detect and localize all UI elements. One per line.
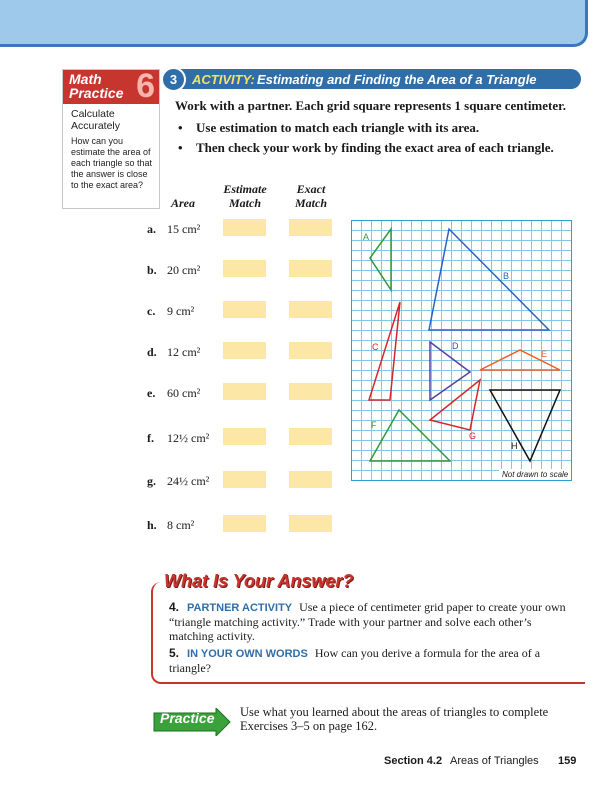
estimate-match-box[interactable] bbox=[223, 428, 266, 445]
page-number: 159 bbox=[558, 755, 577, 767]
exact-match-box[interactable] bbox=[289, 342, 332, 359]
column-header-estimate bbox=[218, 182, 272, 210]
column-header-estimate-line1: Estimate bbox=[223, 182, 267, 196]
math-practice-header bbox=[63, 67, 159, 105]
column-header-exact bbox=[284, 182, 338, 210]
question-text: Use a piece of centimeter grid paper to create your own “triangle matching activity.” Trade with your partner and solve each other’s matching activity. bbox=[169, 600, 566, 643]
activity-title: Estimating and Finding the Area of a Triangle bbox=[257, 72, 537, 87]
scale-note: Not drawn to scale bbox=[499, 469, 571, 480]
label-c: C bbox=[372, 342, 379, 352]
label-h: H bbox=[511, 441, 518, 451]
label-e: E bbox=[541, 349, 548, 359]
triangle-figure bbox=[351, 220, 572, 481]
question-text: How can you derive a formula for the area of a triangle? bbox=[169, 646, 541, 675]
row-area: 12 cm² bbox=[167, 345, 201, 359]
practice-label: Practice bbox=[160, 710, 215, 726]
math-practice-number: 6 bbox=[136, 67, 155, 105]
math-practice-box bbox=[62, 69, 160, 209]
question-number: 4. bbox=[169, 600, 180, 614]
header-band bbox=[0, 0, 588, 47]
row-letter: g. bbox=[147, 474, 156, 488]
math-practice-subtitle: Calculate Accurately bbox=[71, 108, 121, 132]
exact-match-box[interactable] bbox=[289, 260, 332, 277]
estimate-match-box[interactable] bbox=[223, 219, 266, 236]
activity-intro: Work with a partner. Each grid square represents 1 square centimeter. bbox=[175, 98, 566, 113]
column-header-estimate-line2: Match bbox=[228, 196, 261, 210]
label-d: D bbox=[452, 341, 459, 351]
estimate-match-box[interactable] bbox=[223, 342, 266, 359]
exact-match-box[interactable] bbox=[289, 219, 332, 236]
row-letter: c. bbox=[147, 304, 156, 318]
row-area: 20 cm² bbox=[167, 263, 201, 277]
row-area: 60 cm² bbox=[167, 386, 201, 400]
activity-number: 3 bbox=[161, 67, 186, 92]
label-b: B bbox=[503, 271, 510, 281]
estimate-match-box[interactable] bbox=[223, 471, 266, 488]
question-4 bbox=[169, 600, 569, 643]
estimate-match-box[interactable] bbox=[223, 260, 266, 277]
triangle-d bbox=[430, 342, 470, 400]
question-number: 5. bbox=[169, 646, 180, 660]
footer-title: Areas of Triangles bbox=[450, 755, 539, 767]
row-letter: b. bbox=[147, 263, 157, 277]
bullet-item: • Then check your work by finding the exact area of each triangle. bbox=[178, 140, 554, 155]
label-g: G bbox=[469, 431, 477, 441]
column-header-exact-line1: Exact bbox=[296, 182, 326, 196]
exact-match-box[interactable] bbox=[289, 515, 332, 532]
practice-text: Use what you learned about the areas of triangles to complete Exercises 3–5 on page 162. bbox=[240, 705, 549, 733]
triangle-b bbox=[429, 229, 549, 330]
row-letter: f. bbox=[147, 431, 154, 445]
bullet-text: Then check your work by finding the exact area of each triangle. bbox=[196, 140, 554, 155]
row-area: 15 cm² bbox=[167, 222, 201, 236]
estimate-match-box[interactable] bbox=[223, 515, 266, 532]
row-letter: d. bbox=[147, 345, 157, 359]
question-key: IN YOUR OWN WORDS bbox=[187, 648, 308, 660]
row-letter: h. bbox=[147, 518, 157, 532]
column-header-area: Area bbox=[171, 196, 195, 210]
row-letter: e. bbox=[147, 386, 156, 400]
bullet-text: Use estimation to match each triangle with its area. bbox=[196, 120, 480, 135]
question-5 bbox=[169, 646, 569, 675]
label-f: F bbox=[371, 420, 377, 430]
footer-section: Section 4.2 bbox=[384, 755, 443, 767]
estimate-match-box[interactable] bbox=[223, 383, 266, 400]
label-a: A bbox=[363, 232, 370, 242]
exact-match-box[interactable] bbox=[289, 383, 332, 400]
column-header-exact-line2: Match bbox=[294, 196, 327, 210]
activity-label: ACTIVITY: bbox=[192, 72, 255, 87]
exact-match-box[interactable] bbox=[289, 428, 332, 445]
triangle-f bbox=[370, 410, 450, 461]
row-area: 12½ cm² bbox=[167, 431, 210, 445]
math-practice-description: How can you estimate the area of each triangle so that the answer is close to the exact area? bbox=[71, 136, 153, 190]
triangle-a bbox=[370, 229, 391, 290]
row-area: 9 cm² bbox=[167, 304, 195, 318]
exact-match-box[interactable] bbox=[289, 471, 332, 488]
triangle-g bbox=[430, 380, 480, 430]
estimate-match-box[interactable] bbox=[223, 301, 266, 318]
question-key: PARTNER ACTIVITY bbox=[187, 602, 293, 614]
row-area: 24½ cm² bbox=[167, 474, 210, 488]
triangle-e bbox=[480, 350, 560, 370]
exact-match-box[interactable] bbox=[289, 301, 332, 318]
answer-heading: What Is Your Answer? bbox=[160, 571, 357, 592]
math-practice-title: Math Practice bbox=[69, 71, 124, 101]
bullet-item: • Use estimation to match each triangle with its area. bbox=[178, 120, 480, 135]
triangle-h bbox=[490, 390, 560, 461]
row-area: 8 cm² bbox=[167, 518, 195, 532]
row-letter: a. bbox=[147, 222, 156, 236]
